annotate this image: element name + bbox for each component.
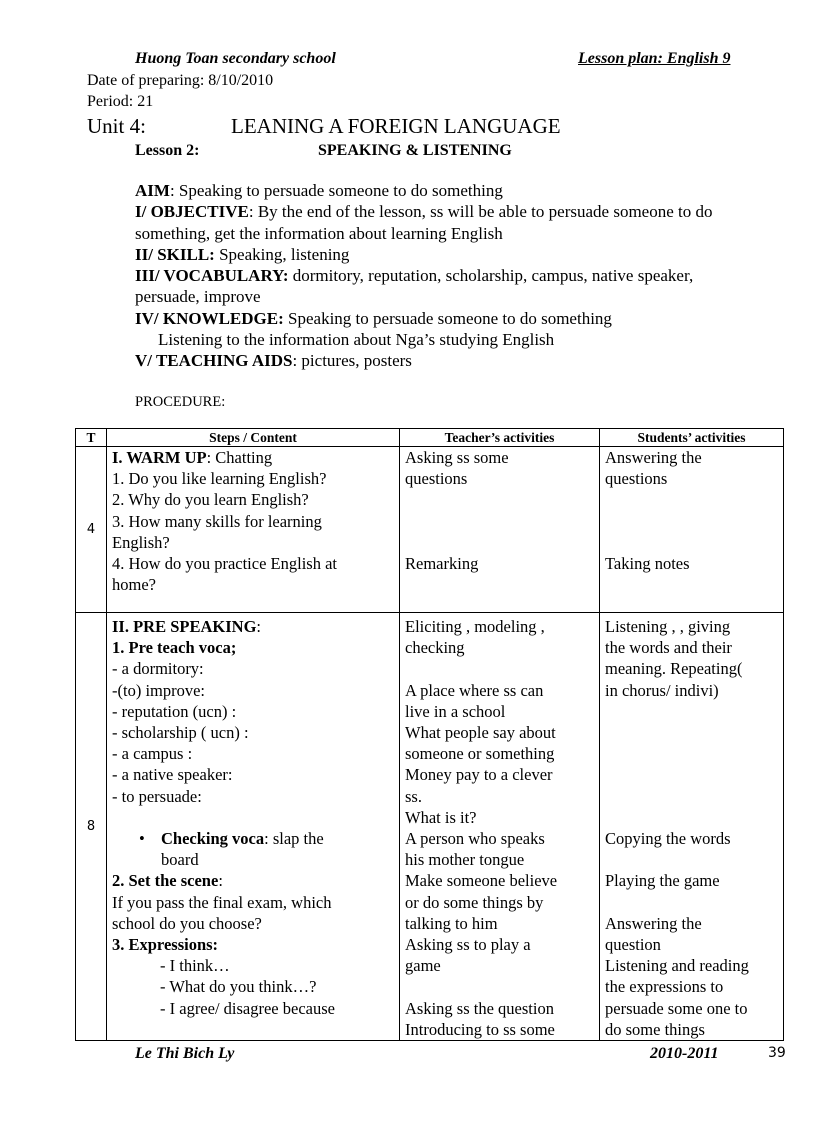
cell-line: [605, 511, 778, 532]
time-cell: 8: [76, 613, 107, 1041]
teacher-cell: [400, 447, 600, 613]
page-number: 39: [768, 1045, 786, 1061]
header-time: T: [76, 429, 107, 447]
skill-label: II/ SKILL:: [135, 244, 215, 264]
cell-line: [605, 532, 778, 553]
cell-line: in chorus/ indivi): [605, 680, 719, 700]
section-heading: I. WARM UP: [112, 448, 207, 467]
content-line: 1. Do you like learning English?: [112, 469, 327, 489]
content-line: - to persuade:: [112, 786, 202, 806]
header-students: Students’ activities: [600, 429, 784, 447]
lesson-intro: [135, 180, 780, 372]
table-row: [76, 613, 784, 1041]
students-cell: [600, 447, 784, 613]
school-name: Huong Toan secondary school: [135, 50, 336, 67]
cell-line: Eliciting , modeling ,: [405, 617, 545, 636]
content-line: -(to) improve:: [112, 680, 206, 700]
section-heading: 2. Set the scene: [112, 871, 219, 891]
cell-line: Taking notes: [605, 553, 690, 573]
cell-line: meaning. Repeating(: [605, 659, 743, 679]
cell-line: [605, 489, 778, 510]
lesson-plan-title: Lesson plan: English 9: [578, 50, 731, 67]
cell-line: [405, 489, 594, 510]
content-line: If you pass the final exam, which: [112, 892, 332, 912]
cell-line: Remarking: [405, 553, 479, 573]
cell-line: [405, 976, 594, 997]
cell-line: [405, 574, 594, 595]
header-teacher: Teacher’s activities: [400, 429, 600, 447]
cell-line: [405, 532, 594, 553]
knowledge-label: IV/ KNOWLEDGE:: [135, 308, 284, 328]
cell-line: Copying the words: [605, 828, 731, 848]
cell-line: question: [605, 934, 661, 954]
procedure-table: [75, 428, 784, 1041]
cell-line: checking: [405, 638, 465, 658]
teaching-aids-label: V/ TEACHING AIDS: [135, 351, 293, 371]
aim-text: : Speaking to persuade someone to do something: [169, 181, 503, 200]
cell-line: [605, 892, 778, 913]
cell-line: questions: [605, 469, 668, 489]
cell-line: live in a school: [405, 701, 506, 721]
content-line: 4. How do you practice English at: [112, 554, 337, 574]
content-line: - scholarship ( ucn) :: [112, 723, 249, 743]
objective-text-cont: something, get the information about learning English: [135, 223, 503, 243]
cell-line: [405, 511, 594, 532]
author-name: Le Thi Bich Ly: [135, 1045, 235, 1062]
school-year: 2010-2011: [650, 1045, 719, 1062]
content-line: - a campus :: [112, 744, 193, 764]
skill-text: Speaking, listening: [214, 244, 350, 264]
cell-line: [605, 764, 778, 785]
knowledge-text-cont: Listening to the information about Nga’s studying English: [158, 330, 555, 350]
objective-label: I/ OBJECTIVE: [135, 202, 249, 222]
content-line: - I think…: [160, 956, 230, 976]
content-line: 3. How many skills for learning: [112, 511, 322, 531]
cell-line: Make someone believe: [405, 871, 558, 891]
knowledge-text: Speaking to persuade someone to do something: [283, 308, 612, 328]
cell-line: or do some things by: [405, 892, 544, 912]
section-heading: Checking voca: [161, 829, 265, 849]
aim-label: AIM: [135, 181, 170, 200]
content-line: I. WARM UP: Chatting: [112, 448, 273, 467]
cell-line: do some things: [605, 1019, 705, 1039]
cell-line: [405, 658, 594, 679]
unit-label: Unit 4:: [87, 114, 146, 138]
content-line: [112, 807, 394, 828]
content-line: English?: [112, 532, 170, 552]
cell-line: the words and their: [605, 638, 732, 658]
content-line: - What do you think…?: [160, 977, 317, 997]
cell-line: A place where ss can: [405, 680, 544, 700]
time-cell: 4: [76, 447, 107, 613]
procedure-heading: PROCEDURE:: [135, 394, 226, 410]
cell-line: game: [405, 956, 441, 976]
cell-line: Asking ss to play a: [405, 935, 531, 955]
lesson-title: SPEAKING & LISTENING: [318, 142, 512, 159]
content-line: II. PRE SPEAKING:: [112, 617, 261, 636]
vocabulary-text: dormitory, reputation, scholarship, campus, native speaker,: [288, 266, 694, 286]
vocabulary-label: III/ VOCABULARY:: [135, 266, 289, 286]
content-cell: [107, 613, 400, 1041]
vocabulary-text-cont: persuade, improve: [135, 287, 261, 307]
cell-line: his mother tongue: [405, 850, 525, 870]
section-heading: II. PRE SPEAKING: [112, 617, 257, 636]
cell-line: someone or something: [405, 744, 555, 764]
table-header-row: [76, 429, 784, 447]
content-line: - a dormitory:: [112, 659, 204, 679]
cell-line: Playing the game: [605, 871, 720, 891]
cell-line: Money pay to a clever: [405, 765, 553, 785]
cell-line: Listening , , giving: [605, 617, 731, 636]
date-of-preparing: Date of preparing: 8/10/2010: [87, 72, 274, 89]
cell-line: [605, 574, 778, 595]
cell-line: Answering the: [605, 448, 702, 467]
content-line: [112, 934, 394, 955]
cell-line: ss.: [405, 786, 422, 806]
cell-line: persuade some one to: [605, 998, 748, 1018]
cell-line: [605, 701, 778, 722]
content-line: school do you choose?: [112, 913, 262, 933]
cell-line: Asking ss the question: [405, 998, 554, 1018]
content-line: • Checking voca: slap the: [139, 829, 324, 849]
cell-line: the expressions to: [605, 977, 724, 997]
cell-line: [605, 849, 778, 870]
content-line: [112, 637, 394, 658]
content-line: - a native speaker:: [112, 765, 233, 785]
content-line: board: [161, 850, 199, 870]
teacher-cell: [400, 613, 600, 1041]
cell-line: A person who speaks: [405, 829, 545, 849]
students-cell: [600, 613, 784, 1041]
unit-title: LEANING A FOREIGN LANGUAGE: [231, 114, 561, 138]
section-heading: 3. Expressions:: [112, 935, 219, 955]
content-line: - reputation (ucn) :: [112, 701, 237, 721]
period: Period: 21: [87, 93, 154, 110]
content-line: - I agree/ disagree because: [160, 998, 335, 1018]
table-row: [76, 447, 784, 613]
content-line: 2. Set the scene:: [112, 871, 223, 891]
cell-line: questions: [405, 469, 468, 489]
content-line: 2. Why do you learn English?: [112, 490, 309, 510]
teaching-aids-text: : pictures, posters: [292, 351, 412, 371]
cell-line: [605, 722, 778, 743]
cell-line: [605, 807, 778, 828]
section-heading: 1. Pre teach voca;: [112, 638, 237, 658]
objective-text: : By the end of the lesson, ss will be able to persuade someone to do: [248, 202, 713, 222]
cell-line: [605, 786, 778, 807]
cell-line: Answering the: [605, 913, 702, 933]
cell-line: talking to him: [405, 913, 498, 933]
content-line: home?: [112, 575, 156, 595]
cell-line: [605, 743, 778, 764]
bullet-icon: •: [139, 829, 145, 849]
header-steps: Steps / Content: [107, 429, 400, 447]
content-cell: [107, 447, 400, 613]
cell-line: Introducing to ss some: [405, 1019, 555, 1039]
cell-line: Listening and reading: [605, 956, 749, 976]
cell-line: What people say about: [405, 723, 556, 742]
lesson-label: Lesson 2:: [135, 142, 200, 159]
cell-line: Asking ss some: [405, 448, 509, 467]
cell-line: What is it?: [405, 807, 477, 827]
